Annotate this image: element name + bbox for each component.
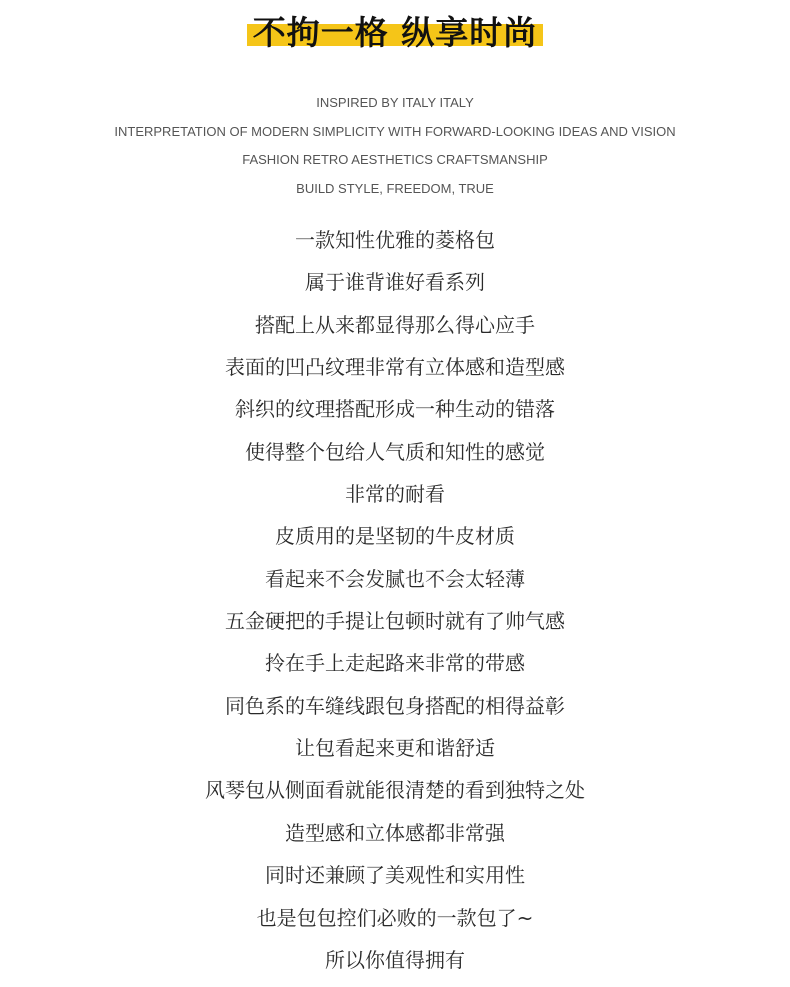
description-line: 也是包包控们必败的一款包了~ <box>256 905 534 930</box>
description-line: 同色系的车缝线跟包身搭配的相得益彰 <box>225 693 565 718</box>
description-line: 同时还兼顾了美观性和实用性 <box>265 863 525 888</box>
description-line: 风琴包从侧面看就能很清楚的看到独特之处 <box>205 778 585 803</box>
title-block <box>0 10 790 56</box>
description-line: 看起来不会发腻也不会太轻薄 <box>265 566 525 591</box>
english-line: BUILD STYLE, FREEDOM, TRUE <box>296 180 494 196</box>
description-line: 使得整个包给人气质和知性的感觉 <box>245 439 545 464</box>
english-tagline-block <box>0 89 790 203</box>
description-line: 造型感和立体感都非常强 <box>285 820 505 845</box>
description-line: 皮质用的是坚韧的牛皮材质 <box>275 524 515 549</box>
english-line: INSPIRED BY ITALY ITALY <box>316 95 474 110</box>
page-title <box>247 10 544 56</box>
product-description-block <box>0 219 790 981</box>
description-line: 所以你值得拥有 <box>325 947 465 972</box>
description-line: 搭配上从来都显得那么得心应手 <box>255 312 535 337</box>
description-line: 一款知性优雅的菱格包 <box>295 228 495 252</box>
description-line: 非常的耐看 <box>345 482 445 507</box>
description-line: 属于谁背谁好看系列 <box>305 270 485 295</box>
description-line: 让包看起来更和谐舒适 <box>295 736 495 761</box>
english-line: FASHION RETRO AESTHETICS CRAFTSMANSHIP <box>242 152 548 167</box>
description-line: 五金硬把的手提让包顿时就有了帅气感 <box>225 609 565 634</box>
page-title-text: 不拘一格 纵享时尚 <box>252 13 538 52</box>
description-line: 拎在手上走起路来非常的带感 <box>265 651 525 676</box>
description-line: 斜织的纹理搭配形成一种生动的错落 <box>235 397 555 422</box>
description-line: 表面的凹凸纹理非常有立体感和造型感 <box>225 355 565 380</box>
english-line: INTERPRETATION OF MODERN SIMPLICITY WITH FORWARD-LOOKING IDEAS AND VISION <box>114 123 676 139</box>
